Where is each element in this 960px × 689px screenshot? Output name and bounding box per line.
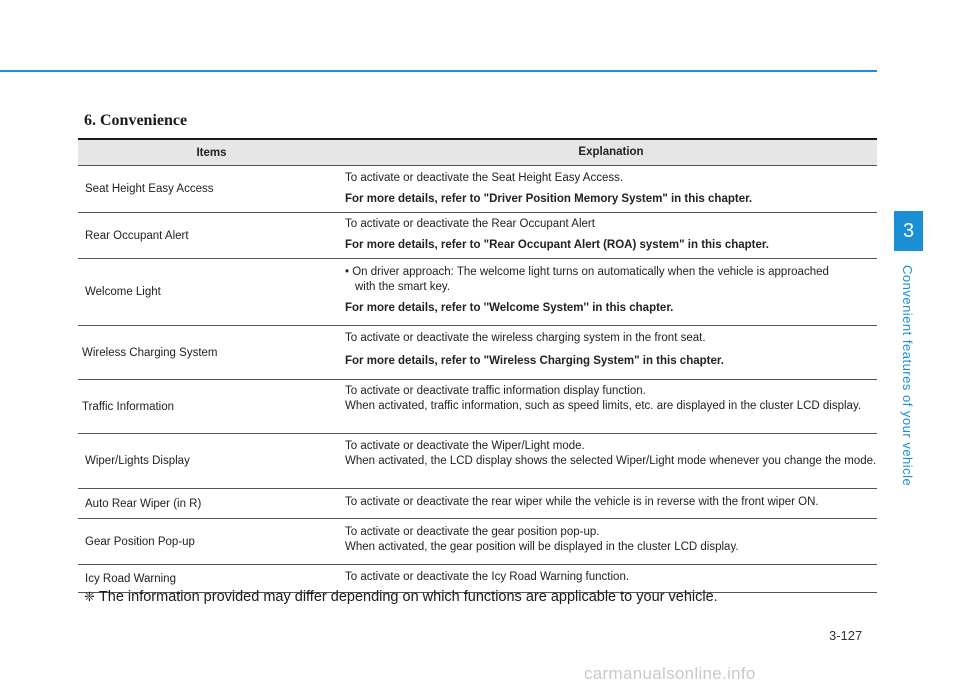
bullet-text: • On driver approach: The welcome light turns on automatically when the vehicle is approached: [345, 266, 829, 278]
explanation-text: To activate or deactivate traffic information display function.: [345, 385, 646, 397]
top-rule: [0, 70, 877, 72]
table-row: [78, 434, 877, 489]
explanation-detail: When activated, traffic information, such as speed limits, etc. are displayed in the cluster LCD display.: [345, 400, 862, 412]
explanation-text: To activate or deactivate the Seat Height Easy Access.: [345, 172, 624, 184]
footnote-text: The information provided may differ depending on which functions are applicable to your vehicle.: [98, 589, 718, 605]
explanation-text: To activate or deactivate the gear position pop-up.: [345, 526, 600, 538]
item-cell: Wireless Charging System: [82, 346, 218, 359]
table-row: [78, 519, 877, 565]
explanation-text: To activate or deactivate the Rear Occupant Alert: [345, 218, 595, 230]
bullet-continuation: with the smart key.: [355, 281, 451, 293]
table-row: [78, 326, 877, 380]
item-cell: Rear Occupant Alert: [85, 229, 189, 242]
item-cell: Welcome Light: [85, 286, 161, 298]
footnote: [84, 589, 718, 605]
explanation-text: To activate or deactivate the Wiper/Light mode.: [345, 440, 585, 452]
item-cell: Icy Road Warning: [85, 572, 176, 585]
table-row: [78, 213, 877, 259]
table-row: [78, 380, 877, 434]
chapter-title: Convenient features of your vehicle: [900, 265, 915, 487]
header-explanation: Explanation: [578, 146, 644, 158]
item-cell: Gear Position Pop-up: [85, 535, 195, 548]
footnote-mark-icon: ❈: [84, 589, 95, 604]
table-row: [78, 489, 877, 519]
item-cell: Wiper/Lights Display: [85, 455, 190, 467]
table-header: [78, 138, 877, 166]
explanation-text: To activate or deactivate the wireless charging system in the front seat.: [345, 332, 706, 344]
explanation-detail: When activated, the LCD display shows the selected Wiper/Light mode whenever you change the mode.: [345, 455, 877, 467]
reference-text: For more details, refer to "Wireless Charging System" in this chapter.: [345, 355, 724, 367]
table-row: [78, 166, 877, 213]
header-items: Items: [196, 146, 227, 159]
explanation-detail: When activated, the gear position will be displayed in the cluster LCD display.: [345, 541, 739, 553]
chapter-tab: 3: [894, 211, 923, 251]
explanation-cell: [345, 519, 877, 564]
item-cell: Traffic Information: [82, 400, 175, 413]
explanation-cell: To activate or deactivate the rear wiper while the vehicle is in reverse with the front wiper ON.: [345, 496, 819, 508]
reference-text: For more details, refer to "Driver Position Memory System" in this chapter.: [345, 193, 753, 205]
explanation-cell: [345, 213, 877, 258]
reference-text: For more details, refer to "Rear Occupant Alert (ROA) system" in this chapter.: [345, 239, 769, 251]
explanation-cell: To activate or deactivate the Icy Road Warning function.: [345, 571, 630, 583]
item-cell: Auto Rear Wiper (in R): [85, 497, 202, 510]
table-row: [78, 259, 877, 326]
page-number: 3-127: [829, 628, 863, 643]
settings-table: [78, 138, 877, 593]
explanation-cell: [345, 166, 877, 212]
reference-text: For more details, refer to ''Welcome System'' in this chapter.: [345, 302, 674, 314]
watermark: carmanualsonline.info: [584, 664, 756, 683]
item-cell: Seat Height Easy Access: [85, 183, 214, 195]
explanation-cell: [345, 259, 877, 325]
explanation-cell: [345, 326, 877, 379]
explanation-cell: [345, 434, 877, 488]
explanation-cell: [345, 380, 877, 433]
section-title: 6. Convenience: [84, 112, 188, 129]
